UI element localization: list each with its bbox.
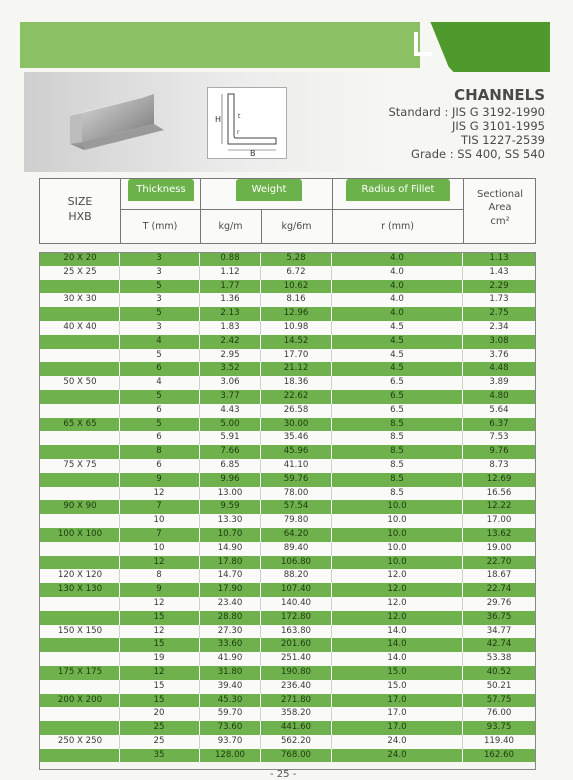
weight-kg6m-cell: 14.52 [283, 335, 309, 346]
radius-cell: 15.0 [387, 666, 407, 677]
area-header: Sectional [476, 189, 524, 200]
radius-header: Radius of Fillet [346, 179, 450, 201]
table-row [39, 611, 536, 625]
table-row [39, 293, 536, 307]
table-row [39, 694, 536, 708]
area-cell: 29.76 [486, 597, 512, 608]
section-banner [20, 22, 550, 68]
area-cell: 19.00 [486, 542, 512, 553]
radius-cell: 17.0 [387, 722, 407, 733]
area-cell: 3.08 [489, 335, 509, 346]
table-row [39, 335, 536, 349]
thickness-cell: 25 [153, 722, 165, 733]
radius-cell: 8.5 [390, 432, 404, 443]
weight-kgm-cell: 0.88 [220, 253, 240, 263]
area-cell: 42.74 [486, 639, 512, 650]
table-row [39, 542, 536, 556]
weight-kgm-cell: 45.30 [217, 694, 243, 705]
radius-cell: 24.0 [387, 749, 407, 760]
radius-cell: 4.5 [390, 321, 404, 332]
thickness-cell: 5 [156, 280, 162, 291]
angle-cross-section-diagram [207, 87, 287, 159]
weight-kg6m-cell: 21.12 [283, 363, 309, 374]
weight-kgm-cell: 10.70 [217, 528, 243, 539]
thickness-cell: 15 [153, 694, 165, 705]
thickness-cell: 7 [156, 501, 162, 512]
thickness-cell: 5 [156, 349, 162, 360]
radius-cell: 24.0 [387, 735, 407, 746]
weight-kg6m-cell: 163.80 [280, 625, 312, 636]
thickness-cell: 6 [156, 404, 162, 415]
table-row [39, 390, 536, 404]
radius-cell: 15.0 [387, 680, 407, 691]
area-cell: 57.75 [486, 694, 512, 705]
table-row [39, 556, 536, 570]
weight-kg6m-cell: 768.00 [280, 749, 312, 760]
table-row [39, 625, 536, 639]
weight-kg6m-cell: 190.80 [280, 666, 312, 677]
area-cell: 2.75 [489, 308, 509, 319]
spec-title-block [389, 86, 546, 161]
table-row [39, 638, 536, 652]
thickness-cell: 12 [153, 625, 165, 636]
area-cell: 17.00 [486, 515, 512, 526]
radius-cell: 14.0 [387, 653, 407, 664]
angle-bar-photo [60, 86, 170, 156]
weight-kg6m-cell: 140.40 [280, 597, 312, 608]
thickness-cell: 3 [156, 266, 162, 277]
area-cell: 7.53 [489, 432, 509, 443]
size-cell: 90 X 90 [63, 501, 97, 512]
weight-kg6m-cell: 10.62 [283, 280, 309, 291]
thickness-cell: 12 [153, 487, 165, 498]
table-row [39, 514, 536, 528]
table-row [39, 418, 536, 432]
table-row [39, 252, 536, 266]
weight-kg6m-cell: 358.20 [280, 708, 312, 719]
area-cell: 2.34 [489, 321, 509, 332]
table-row [39, 445, 536, 459]
area-unit: cm² [490, 216, 510, 227]
table-row [39, 583, 536, 597]
size-cell: 130 X 130 [57, 584, 103, 595]
weight-kgm-cell: 2.13 [220, 308, 240, 319]
weight-kg6m-cell: 8.16 [286, 294, 306, 305]
weight-kg6m-cell: 45.96 [283, 446, 309, 457]
weight-kgm-cell: 31.80 [217, 666, 243, 677]
radius-cell: 4.5 [390, 349, 404, 360]
weight-kg6m-cell: 12.96 [283, 308, 309, 319]
table-row [39, 680, 536, 694]
radius-cell: 10.0 [387, 528, 407, 539]
radius-cell: 17.0 [387, 694, 407, 705]
table-row [39, 280, 536, 294]
thickness-cell: 8 [156, 446, 162, 457]
angle-section-icon [408, 30, 434, 60]
weight-kgm-cell: 1.83 [220, 321, 240, 332]
weight-kgm-cell: 28.80 [217, 611, 243, 622]
area-cell: 40.52 [486, 666, 512, 677]
size-header: SIZE [67, 195, 93, 208]
weight-header: Weight [236, 179, 302, 201]
size-cell: 75 X 75 [63, 459, 97, 470]
table-row [39, 487, 536, 501]
standard-line: Standard : JIS G 3192-1990 [388, 105, 545, 119]
radius-cell: 12.0 [387, 611, 407, 622]
size-cell: 20 X 20 [63, 253, 97, 263]
weight-kgm-cell: 5.91 [220, 432, 240, 443]
diagram-t-label: t [238, 113, 241, 120]
thickness-cell: 8 [156, 570, 162, 581]
table-row [39, 735, 536, 749]
radius-cell: 8.5 [390, 446, 404, 457]
size-cell: 100 X 100 [57, 528, 103, 539]
area-cell: 1.13 [489, 253, 509, 263]
thickness-cell: 5 [156, 418, 162, 429]
radius-cell: 10.0 [387, 556, 407, 567]
weight-kg6m-cell: 5.28 [286, 253, 306, 263]
banner-tab [420, 22, 550, 78]
area-cell: 4.80 [489, 390, 509, 401]
thickness-cell: 10 [153, 515, 165, 526]
area-cell: 16.56 [486, 487, 512, 498]
weight-kgm-cell: 59.70 [217, 708, 243, 719]
area-cell: 13.62 [486, 528, 512, 539]
area-cell: 22.74 [486, 584, 512, 595]
weight-kg6m-cell: 172.80 [280, 611, 312, 622]
weight-kg6m-cell: 441.60 [280, 722, 312, 733]
weight-kg6m-cell: 89.40 [283, 542, 309, 553]
weight-kgm-cell: 5.00 [220, 418, 240, 429]
thickness-cell: 15 [153, 611, 165, 622]
area-cell: 53.38 [486, 653, 512, 664]
area-cell: 3.76 [489, 349, 509, 360]
weight-kg6m-cell: 41.10 [283, 459, 309, 470]
radius-cell: 4.5 [390, 363, 404, 374]
radius-cell: 12.0 [387, 570, 407, 581]
weight-kg6m-cell: 22.62 [283, 390, 309, 401]
area-cell: 1.43 [489, 266, 509, 277]
radius-unit: r (mm) [381, 221, 414, 232]
thickness-cell: 12 [153, 556, 165, 567]
table-row [39, 749, 536, 763]
weight-kgm-cell: 14.70 [217, 570, 243, 581]
weight-unit-kg6m: kg/6m [281, 221, 312, 232]
table-row [39, 404, 536, 418]
area-cell: 34.77 [486, 625, 512, 636]
area-cell: 2.29 [489, 280, 509, 291]
weight-kgm-cell: 3.06 [220, 377, 240, 388]
page-title: CHANNELS [454, 86, 545, 104]
area-cell: 6.37 [489, 418, 509, 429]
radius-cell: 4.0 [390, 280, 404, 291]
weight-kgm-cell: 1.77 [220, 280, 240, 291]
thickness-cell: 7 [156, 528, 162, 539]
size-cell: 40 X 40 [63, 321, 97, 332]
weight-kgm-cell: 27.30 [217, 625, 243, 636]
size-cell: 25 X 25 [63, 266, 97, 277]
thickness-cell: 10 [153, 542, 165, 553]
size-sub-header: HXB [68, 210, 92, 223]
weight-kg6m-cell: 562.20 [280, 735, 312, 746]
weight-kgm-cell: 33.60 [217, 639, 243, 650]
diagram-h-label: H [215, 115, 222, 124]
weight-kgm-cell: 128.00 [214, 749, 246, 760]
thickness-cell: 9 [156, 473, 162, 484]
weight-kg6m-cell: 107.40 [280, 584, 312, 595]
banner-bar [20, 22, 420, 68]
weight-kg6m-cell: 78.00 [283, 487, 309, 498]
weight-kg6m-cell: 6.72 [286, 266, 306, 277]
area-cell: 12.69 [486, 473, 512, 484]
area-cell: 1.73 [489, 294, 509, 305]
area-cell: 36.75 [486, 611, 512, 622]
radius-cell: 10.0 [387, 501, 407, 512]
weight-kgm-cell: 3.52 [220, 363, 240, 374]
radius-cell: 8.5 [390, 418, 404, 429]
area-cell: 12.22 [486, 501, 512, 512]
standard-line: JIS G 3101-1995 [452, 119, 545, 133]
diagram-b-label: B [250, 149, 256, 158]
weight-kg6m-cell: 35.46 [283, 432, 309, 443]
thickness-cell: 6 [156, 363, 162, 374]
table-row [39, 500, 536, 514]
area-cell: 93.75 [486, 722, 512, 733]
weight-kgm-cell: 41.90 [217, 653, 243, 664]
radius-cell: 8.5 [390, 459, 404, 470]
weight-kgm-cell: 1.12 [220, 266, 240, 277]
radius-cell: 6.5 [390, 377, 404, 388]
thickness-cell: 25 [153, 735, 165, 746]
size-cell: 150 X 150 [57, 625, 103, 636]
size-cell: 120 X 120 [57, 570, 103, 581]
weight-kgm-cell: 39.40 [217, 680, 243, 691]
table-row [39, 431, 536, 445]
weight-kgm-cell: 23.40 [217, 597, 243, 608]
area-cell: 9.76 [489, 446, 509, 457]
weight-kg6m-cell: 59.76 [283, 473, 309, 484]
grade-line: Grade : SS 400, SS 540 [411, 147, 545, 161]
thickness-cell: 4 [156, 377, 162, 388]
thickness-cell: 19 [153, 653, 165, 664]
thickness-cell: 6 [156, 459, 162, 470]
weight-kgm-cell: 9.96 [220, 473, 240, 484]
weight-kg6m-cell: 251.40 [280, 653, 312, 664]
weight-kgm-cell: 13.00 [217, 487, 243, 498]
weight-kg6m-cell: 79.80 [283, 515, 309, 526]
weight-kg6m-cell: 17.70 [283, 349, 309, 360]
weight-kg6m-cell: 26.58 [283, 404, 309, 415]
radius-cell: 10.0 [387, 515, 407, 526]
thickness-unit: T (mm) [142, 221, 178, 232]
standard-line: TIS 1227-2539 [460, 133, 545, 147]
weight-kgm-cell: 73.60 [217, 722, 243, 733]
size-cell: 200 X 200 [57, 694, 103, 705]
weight-kgm-cell: 2.95 [220, 349, 240, 360]
radius-cell: 4.0 [390, 294, 404, 305]
area-cell: 50.21 [486, 680, 512, 691]
table-row [39, 376, 536, 390]
area-cell: 119.40 [483, 735, 515, 746]
radius-cell: 4.0 [390, 266, 404, 277]
table-row [39, 266, 536, 280]
table-row [39, 721, 536, 735]
weight-kg6m-cell: 30.00 [283, 418, 309, 429]
area-cell: 3.89 [489, 377, 509, 388]
size-cell: 175 X 175 [57, 666, 103, 677]
table-row [39, 473, 536, 487]
radius-cell: 10.0 [387, 542, 407, 553]
weight-kgm-cell: 6.85 [220, 459, 240, 470]
thickness-cell: 12 [153, 666, 165, 677]
weight-kgm-cell: 17.90 [217, 584, 243, 595]
table-row [39, 528, 536, 542]
table-row [39, 307, 536, 321]
thickness-cell: 5 [156, 308, 162, 319]
table-row [39, 569, 536, 583]
table-row [39, 362, 536, 376]
area-cell: 18.67 [486, 570, 512, 581]
area-cell: 76.00 [486, 708, 512, 719]
weight-kg6m-cell: 106.80 [280, 556, 312, 567]
thickness-header: Thickness [128, 179, 194, 201]
size-cell: 65 X 65 [63, 418, 97, 429]
radius-cell: 4.0 [390, 253, 404, 263]
radius-cell: 12.0 [387, 597, 407, 608]
weight-kg6m-cell: 64.20 [283, 528, 309, 539]
thickness-cell: 12 [153, 597, 165, 608]
radius-cell: 6.5 [390, 390, 404, 401]
area-cell: 4.48 [489, 363, 509, 374]
radius-cell: 4.0 [390, 308, 404, 319]
table-row [39, 321, 536, 335]
table-row [39, 349, 536, 363]
data-table-body [39, 252, 536, 762]
thickness-cell: 3 [156, 321, 162, 332]
weight-kgm-cell: 9.59 [220, 501, 240, 512]
thickness-cell: 4 [156, 335, 162, 346]
weight-kgm-cell: 2.42 [220, 335, 240, 346]
size-cell: 250 X 250 [57, 735, 103, 746]
area-cell: 162.60 [483, 749, 515, 760]
thickness-cell: 6 [156, 432, 162, 443]
area-cell: 5.64 [489, 404, 509, 415]
weight-kgm-cell: 14.90 [217, 542, 243, 553]
weight-kg6m-cell: 236.40 [280, 680, 312, 691]
table-row [39, 707, 536, 721]
radius-cell: 6.5 [390, 404, 404, 415]
thickness-cell: 15 [153, 680, 165, 691]
area-cell: 22.70 [486, 556, 512, 567]
radius-cell: 12.0 [387, 584, 407, 595]
weight-kgm-cell: 17.80 [217, 556, 243, 567]
radius-cell: 14.0 [387, 625, 407, 636]
thickness-cell: 3 [156, 294, 162, 305]
thickness-cell: 5 [156, 390, 162, 401]
weight-kg6m-cell: 18.36 [283, 377, 309, 388]
radius-cell: 8.5 [390, 473, 404, 484]
table-row [39, 652, 536, 666]
thickness-cell: 35 [153, 749, 165, 760]
weight-kg6m-cell: 10.98 [283, 321, 309, 332]
radius-cell: 14.0 [387, 639, 407, 650]
weight-kgm-cell: 3.77 [220, 390, 240, 401]
weight-kg6m-cell: 201.60 [280, 639, 312, 650]
radius-cell: 4.5 [390, 335, 404, 346]
radius-cell: 17.0 [387, 708, 407, 719]
weight-unit-kgm: kg/m [218, 221, 243, 232]
area-header-2: Area [488, 202, 512, 213]
table-row [39, 666, 536, 680]
thickness-cell: 20 [153, 708, 165, 719]
size-cell: 30 X 30 [63, 294, 97, 305]
thickness-cell: 3 [156, 253, 162, 263]
table-row [39, 459, 536, 473]
area-cell: 8.73 [489, 459, 509, 470]
weight-kg6m-cell: 271.80 [280, 694, 312, 705]
thickness-cell: 9 [156, 584, 162, 595]
weight-kg6m-cell: 57.54 [283, 501, 309, 512]
diagram-r-label: r [237, 129, 240, 136]
weight-kg6m-cell: 88.20 [283, 570, 309, 581]
weight-kgm-cell: 93.70 [217, 735, 243, 746]
size-cell: 50 X 50 [63, 377, 97, 388]
table-row [39, 597, 536, 611]
page-number: - 25 - [270, 769, 297, 780]
weight-kgm-cell: 13.30 [217, 515, 243, 526]
thickness-cell: 15 [153, 639, 165, 650]
weight-kgm-cell: 1.36 [220, 294, 240, 305]
radius-cell: 8.5 [390, 487, 404, 498]
weight-kgm-cell: 4.43 [220, 404, 240, 415]
weight-kgm-cell: 7.66 [220, 446, 240, 457]
table-header [39, 178, 536, 244]
